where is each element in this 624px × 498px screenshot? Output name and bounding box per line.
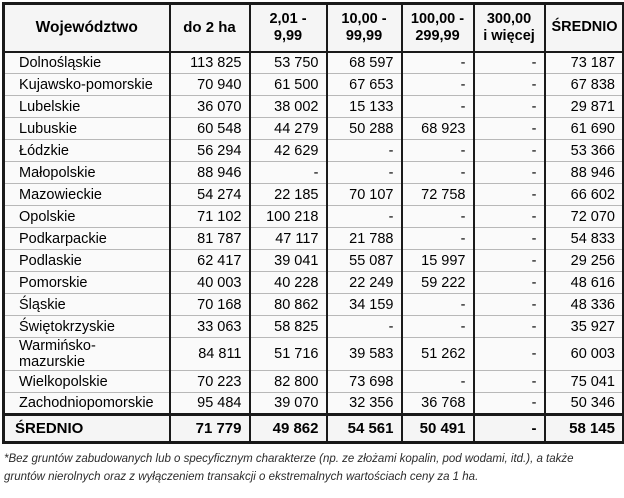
cell-avg: 61 690 bbox=[545, 118, 624, 140]
cell-d4: - bbox=[474, 316, 545, 338]
cell-avg: 67 838 bbox=[545, 74, 624, 96]
cell-region: Mazowieckie bbox=[4, 184, 170, 206]
cell-d3: 36 768 bbox=[402, 393, 474, 415]
cell-region: Warmińsko-mazurskie bbox=[4, 338, 170, 371]
cell-d2: 15 133 bbox=[327, 96, 402, 118]
cell-d4: - bbox=[474, 118, 545, 140]
cell-region: Łódzkie bbox=[4, 140, 170, 162]
table-row bbox=[4, 272, 624, 294]
cell-d4: - bbox=[474, 250, 545, 272]
cell-d2: 70 107 bbox=[327, 184, 402, 206]
cell-d0: 60 548 bbox=[170, 118, 250, 140]
cell-total-avg: 58 145 bbox=[545, 415, 624, 443]
cell-d4: - bbox=[474, 96, 545, 118]
cell-region: Kujawsko-pomorskie bbox=[4, 74, 170, 96]
cell-total-d0: 71 779 bbox=[170, 415, 250, 443]
cell-avg: 29 256 bbox=[545, 250, 624, 272]
cell-d2: 34 159 bbox=[327, 294, 402, 316]
cell-d1: - bbox=[250, 162, 327, 184]
cell-d1: 40 228 bbox=[250, 272, 327, 294]
cell-d0: 70 168 bbox=[170, 294, 250, 316]
table-total-row bbox=[4, 415, 624, 443]
cell-avg: 54 833 bbox=[545, 228, 624, 250]
cell-avg: 66 602 bbox=[545, 184, 624, 206]
cell-total-label: ŚREDNIO bbox=[4, 415, 170, 443]
cell-d3: 15 997 bbox=[402, 250, 474, 272]
table-row bbox=[4, 338, 624, 371]
cell-d2: - bbox=[327, 140, 402, 162]
column-header-region: Województwo bbox=[4, 4, 170, 52]
table-row bbox=[4, 206, 624, 228]
cell-d4: - bbox=[474, 228, 545, 250]
cell-d2: 50 288 bbox=[327, 118, 402, 140]
table-row bbox=[4, 140, 624, 162]
cell-d1: 47 117 bbox=[250, 228, 327, 250]
cell-d1: 39 070 bbox=[250, 393, 327, 415]
header-line-2: i więcej bbox=[483, 27, 535, 44]
cell-avg: 60 003 bbox=[545, 338, 624, 371]
table-row bbox=[4, 118, 624, 140]
cell-avg: 48 616 bbox=[545, 272, 624, 294]
cell-d2: 67 653 bbox=[327, 74, 402, 96]
cell-avg: 53 366 bbox=[545, 140, 624, 162]
footnote bbox=[4, 451, 620, 487]
cell-d1: 38 002 bbox=[250, 96, 327, 118]
cell-d4: - bbox=[474, 140, 545, 162]
header-line-2: 99,99 bbox=[345, 27, 383, 44]
cell-d1: 58 825 bbox=[250, 316, 327, 338]
cell-region: Lubuskie bbox=[4, 118, 170, 140]
cell-d3: - bbox=[402, 74, 474, 96]
table-row bbox=[4, 184, 624, 206]
cell-avg: 73 187 bbox=[545, 52, 624, 74]
land-price-table bbox=[2, 2, 624, 444]
table-row bbox=[4, 294, 624, 316]
cell-d2: 39 583 bbox=[327, 338, 402, 371]
cell-d3: 72 758 bbox=[402, 184, 474, 206]
table-body bbox=[4, 52, 624, 443]
column-header-do-2-ha: do 2 ha bbox=[170, 4, 250, 52]
cell-d1: 53 750 bbox=[250, 52, 327, 74]
cell-d4: - bbox=[474, 294, 545, 316]
cell-avg: 75 041 bbox=[545, 371, 624, 393]
cell-avg: 48 336 bbox=[545, 294, 624, 316]
cell-d1: 100 218 bbox=[250, 206, 327, 228]
header-line-1: 2,01 - bbox=[269, 10, 307, 27]
cell-region: Dolnośląskie bbox=[4, 52, 170, 74]
cell-d4: - bbox=[474, 74, 545, 96]
cell-avg: 50 346 bbox=[545, 393, 624, 415]
cell-d2: 22 249 bbox=[327, 272, 402, 294]
cell-d3: - bbox=[402, 316, 474, 338]
header-row bbox=[4, 4, 624, 52]
table-row bbox=[4, 393, 624, 415]
cell-d1: 44 279 bbox=[250, 118, 327, 140]
table-row bbox=[4, 52, 624, 74]
cell-d1: 51 716 bbox=[250, 338, 327, 371]
cell-avg: 35 927 bbox=[545, 316, 624, 338]
cell-avg: 72 070 bbox=[545, 206, 624, 228]
cell-d3: 68 923 bbox=[402, 118, 474, 140]
cell-d0: 88 946 bbox=[170, 162, 250, 184]
cell-d0: 71 102 bbox=[170, 206, 250, 228]
footnote-line-2: gruntów nierolnych oraz z wyłączeniem transakcji o ekstremalnych wartościach ceny za 1 ha. bbox=[4, 470, 479, 483]
cell-d0: 70 223 bbox=[170, 371, 250, 393]
column-header-100-299-99 bbox=[402, 4, 474, 52]
cell-region: Lubelskie bbox=[4, 96, 170, 118]
header-line-2: 9,99 bbox=[273, 27, 303, 44]
cell-d0: 56 294 bbox=[170, 140, 250, 162]
cell-d0: 95 484 bbox=[170, 393, 250, 415]
cell-d1: 61 500 bbox=[250, 74, 327, 96]
cell-d4: - bbox=[474, 52, 545, 74]
cell-d1: 82 800 bbox=[250, 371, 327, 393]
cell-d2: - bbox=[327, 206, 402, 228]
cell-d2: - bbox=[327, 316, 402, 338]
cell-d3: - bbox=[402, 52, 474, 74]
cell-region: Pomorskie bbox=[4, 272, 170, 294]
cell-d3: - bbox=[402, 96, 474, 118]
header-line-1: 100,00 - bbox=[410, 10, 465, 27]
table-row bbox=[4, 96, 624, 118]
cell-d3: - bbox=[402, 162, 474, 184]
cell-d2: 73 698 bbox=[327, 371, 402, 393]
cell-d1: 80 862 bbox=[250, 294, 327, 316]
cell-d0: 36 070 bbox=[170, 96, 250, 118]
cell-total-d1: 49 862 bbox=[250, 415, 327, 443]
cell-total-d4: - bbox=[474, 415, 545, 443]
cell-d0: 84 811 bbox=[170, 338, 250, 371]
cell-d4: - bbox=[474, 393, 545, 415]
cell-d1: 42 629 bbox=[250, 140, 327, 162]
table-row bbox=[4, 162, 624, 184]
cell-d0: 81 787 bbox=[170, 228, 250, 250]
cell-region: Małopolskie bbox=[4, 162, 170, 184]
cell-d2: 55 087 bbox=[327, 250, 402, 272]
cell-d4: - bbox=[474, 206, 545, 228]
cell-total-d2: 54 561 bbox=[327, 415, 402, 443]
cell-region: Podlaskie bbox=[4, 250, 170, 272]
cell-d0: 54 274 bbox=[170, 184, 250, 206]
cell-d2: - bbox=[327, 162, 402, 184]
cell-d3: - bbox=[402, 228, 474, 250]
cell-d4: - bbox=[474, 338, 545, 371]
cell-d0: 33 063 bbox=[170, 316, 250, 338]
cell-d0: 70 940 bbox=[170, 74, 250, 96]
cell-d1: 22 185 bbox=[250, 184, 327, 206]
header-line-1: 300,00 bbox=[486, 10, 532, 27]
table-header bbox=[4, 4, 624, 52]
header-line-2: 299,99 bbox=[415, 27, 460, 44]
table-row bbox=[4, 74, 624, 96]
cell-region: Świętokrzyskie bbox=[4, 316, 170, 338]
cell-d3: - bbox=[402, 140, 474, 162]
cell-avg: 88 946 bbox=[545, 162, 624, 184]
cell-total-d3: 50 491 bbox=[402, 415, 474, 443]
table-row bbox=[4, 250, 624, 272]
header-line-1: 10,00 - bbox=[341, 10, 387, 27]
cell-d3: - bbox=[402, 206, 474, 228]
cell-d0: 62 417 bbox=[170, 250, 250, 272]
table-row bbox=[4, 371, 624, 393]
table-row bbox=[4, 316, 624, 338]
cell-d0: 40 003 bbox=[170, 272, 250, 294]
column-header-2-01-9-99 bbox=[250, 4, 327, 52]
cell-region: Zachodniopomorskie bbox=[4, 393, 170, 415]
cell-region: Opolskie bbox=[4, 206, 170, 228]
table-row bbox=[4, 228, 624, 250]
footnote-line-1: *Bez gruntów zabudowanych lub o specyficznym charakterze (np. ze złożami kopalin, pod wodami, itd.), a także bbox=[4, 453, 574, 465]
cell-d2: 32 356 bbox=[327, 393, 402, 415]
cell-d1: 39 041 bbox=[250, 250, 327, 272]
cell-region: Śląskie bbox=[4, 294, 170, 316]
cell-d3: 59 222 bbox=[402, 272, 474, 294]
cell-d4: - bbox=[474, 371, 545, 393]
column-header-srednio: ŚREDNIO bbox=[545, 4, 624, 52]
column-header-300-i-wiecej bbox=[474, 4, 545, 52]
cell-d0: 113 825 bbox=[170, 52, 250, 74]
cell-d3: - bbox=[402, 371, 474, 393]
cell-d4: - bbox=[474, 162, 545, 184]
cell-d2: 21 788 bbox=[327, 228, 402, 250]
cell-region: Podkarpackie bbox=[4, 228, 170, 250]
cell-d3: - bbox=[402, 294, 474, 316]
cell-d4: - bbox=[474, 184, 545, 206]
cell-d4: - bbox=[474, 272, 545, 294]
cell-d2: 68 597 bbox=[327, 52, 402, 74]
column-header-10-99-99 bbox=[327, 4, 402, 52]
cell-region: Wielkopolskie bbox=[4, 371, 170, 393]
cell-avg: 29 871 bbox=[545, 96, 624, 118]
cell-d3: 51 262 bbox=[402, 338, 474, 371]
